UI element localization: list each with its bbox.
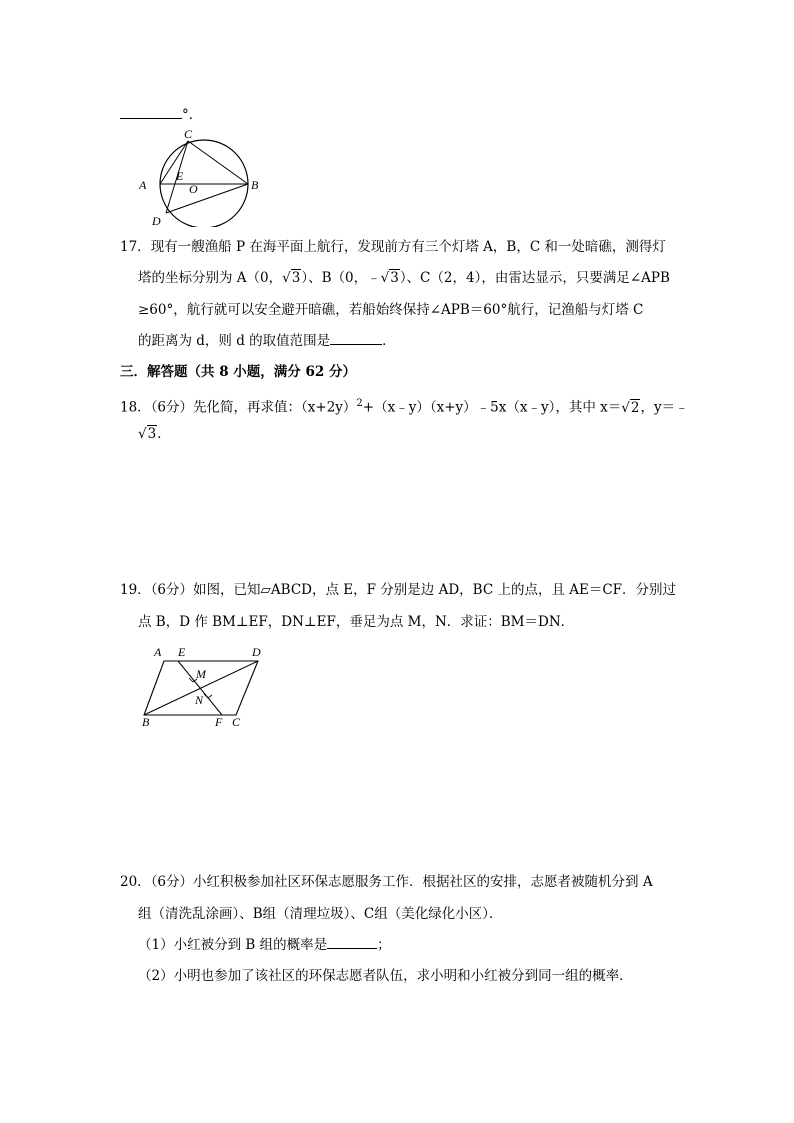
q19-line-2 [138, 612, 574, 632]
section-heading [120, 362, 356, 382]
q20-part-1 [138, 934, 391, 955]
q20-text-2: 组（清洗乱涂画）、B组（清理垃圾）、C组（美化绿化小区）． [138, 906, 503, 922]
sqrt-symbol: √3 [282, 270, 301, 286]
radicand: 2 [630, 399, 640, 416]
label-e: E [178, 645, 186, 659]
q17-text-4b: ． [382, 333, 396, 349]
q17-text-2b: ）、B（0，﹣ [301, 270, 381, 286]
q19-text-2: 点 B，D 作 BM⊥EF，DN⊥EF，垂足为点 M，N．求证：BM＝DN． [138, 614, 575, 630]
label-d: D [152, 214, 161, 227]
answer-blank [330, 330, 382, 345]
q17-text-2a: 塔的坐标分别为 A（0， [138, 270, 283, 286]
q18-end: ． [157, 426, 171, 442]
q20-part-1-text: （1）小红被分到 B 组的概率是 [138, 937, 328, 953]
label-c: C [184, 127, 193, 141]
q17-text-3: ≥60°，航行就可以安全避开暗礁，若船始终保持∠APB＝60°航行，记渔船与灯塔 C [138, 302, 644, 318]
q16-answer-line [120, 104, 202, 125]
q18-line-1 [120, 394, 689, 418]
label-d: D [252, 645, 261, 659]
q19-number: 19． [120, 582, 151, 598]
label-b: B [251, 178, 259, 192]
label-b: B [142, 715, 150, 729]
segment-cb [188, 141, 248, 184]
q20-line-1 [120, 872, 653, 892]
label-n: N [195, 693, 204, 707]
q18-text-1c: ，y＝﹣ [640, 399, 689, 416]
label-a: A [139, 178, 147, 192]
label-o: O [189, 182, 198, 196]
q17-text-4a: 的距离为 d，则 d 的取值范围是 [138, 333, 331, 349]
sqrt-symbol: √3 [138, 426, 157, 442]
answer-blank [120, 104, 182, 119]
q17-line-4 [138, 330, 396, 351]
segment-ac [160, 141, 188, 184]
label-e: E [176, 169, 184, 183]
label-c: C [232, 715, 241, 729]
segment-db [166, 184, 248, 213]
degree-suffix: °． [182, 107, 203, 123]
q18-text-1b: +（x﹣y）（x+y）﹣5x（x﹣y），其中 x＝ [362, 399, 622, 416]
radicand: 3 [291, 270, 301, 286]
q20-part-2-text: （2）小明也参加了该社区的环保志愿者队伍，求小明和小红被分到同一组的概率． [138, 968, 633, 984]
sqrt-symbol: √2 [621, 399, 640, 416]
answer-blank [327, 934, 377, 949]
q18-text-1a: （6分）先化简，再求值：（x+2y） [150, 399, 357, 416]
q19-text-1: （6分）如图，已知▱ABCD，点 E，F 分别是边 AD，BC 上的点，且 AE＝CF．分别过 [150, 582, 677, 598]
exponent: 2 [356, 398, 363, 409]
sqrt-symbol: √3 [380, 270, 399, 286]
parallelogram-figure [138, 644, 278, 734]
q18-line-2 [138, 424, 171, 444]
radicand: 3 [147, 426, 157, 442]
q20-text-1: （6分）小红积极参加社区环保志愿服务工作．根据社区的安排，志愿者被随机分到 A [150, 874, 653, 890]
q17-line-2 [138, 268, 670, 288]
radicand: 3 [390, 270, 399, 286]
q20-part-2 [138, 966, 633, 986]
circle-figure [134, 127, 274, 227]
label-m: M [196, 667, 206, 681]
q17-text-2c: ）、C（2，4），由雷达显示，只要满足∠APB [399, 270, 670, 286]
q17-line-3 [138, 300, 643, 320]
q18-number: 18． [120, 399, 151, 416]
q17-text-1: 现有一艘渔船 P 在海平面上航行，发现前方有三个灯塔 A，B，C 和一处暗礁，测得灯 [150, 239, 666, 255]
label-f: F [215, 715, 223, 729]
q17-number: 17． [120, 239, 151, 255]
q19-line-1 [120, 580, 676, 600]
q17-line-1 [120, 237, 666, 257]
q20-part-1-end: ； [377, 937, 391, 953]
section-title: 三．解答题（共 8 小题，满分 62 分） [120, 364, 356, 380]
label-a: A [154, 645, 162, 659]
q20-line-2 [138, 904, 503, 924]
q20-number: 20． [120, 874, 151, 890]
